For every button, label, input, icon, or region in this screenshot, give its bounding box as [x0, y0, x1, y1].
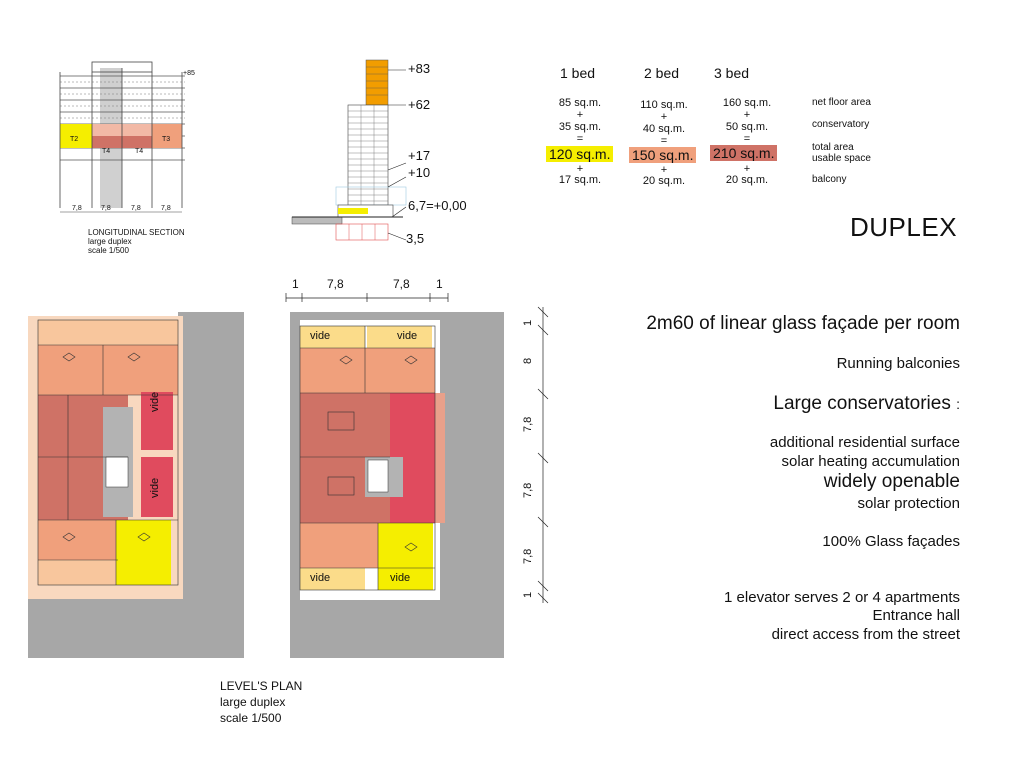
feature-widely-openable: widely openable [823, 471, 960, 492]
row-label-conservatory: conservatory [812, 119, 870, 130]
op-equals: = [576, 133, 584, 145]
net-area-2bed: 110 sq.m. [640, 99, 688, 111]
row-label-total-line: usable space [812, 153, 871, 164]
section-bay-dim: 7,8 [72, 205, 82, 212]
plan-side-dim: 1 [522, 591, 534, 598]
feature-running-balconies: Running balconies [836, 355, 960, 372]
plan-top-dim: 1 [436, 277, 443, 291]
balcony-3bed: 20 sq.m. [725, 174, 769, 186]
section-caption-line: large duplex [88, 237, 132, 246]
vide-label: vide [149, 391, 161, 412]
table-header-3bed: 3 bed [714, 65, 750, 81]
plan-side-dim: 7,8 [522, 416, 534, 432]
feature-glass-facade: 2m60 of linear glass façade per room [646, 313, 960, 334]
vide-label: vide [310, 572, 331, 584]
level-marker: +62 [408, 97, 431, 112]
feature-colon: : [956, 396, 960, 412]
vide-label: vide [390, 572, 411, 584]
section-bay-dim: 7,8 [131, 205, 141, 212]
row-label-balcony: balcony [812, 174, 847, 185]
level-marker: +17 [408, 148, 431, 163]
row-label-net: net floor area [812, 97, 871, 108]
feature-solar-protection: solar protection [857, 495, 960, 512]
longitudinal-section-drawing [40, 58, 200, 218]
level-plan-right [290, 312, 504, 658]
vide-label: vide [397, 330, 418, 342]
page-title: DUPLEX [850, 212, 958, 242]
unit-label-t4b: T4 [135, 148, 144, 155]
op-plus: + [743, 109, 751, 121]
vide-label: vide [149, 477, 161, 498]
op-plus: + [576, 109, 584, 121]
op-plus: + [743, 163, 751, 175]
total-area-1bed: 120 sq.m. [546, 146, 613, 162]
op-plus: + [660, 111, 668, 123]
plan-caption-line: large duplex [220, 695, 286, 709]
table-header-2bed: 2 bed [644, 65, 680, 81]
plan-caption [220, 678, 302, 726]
section-top-level: +85 [183, 70, 195, 77]
level-marker: +10 [408, 165, 431, 180]
plan-side-dimension-line [536, 305, 550, 605]
feature-glass-facades: 100% Glass façades [822, 533, 960, 550]
balcony-1bed: 17 sq.m. [558, 174, 602, 186]
plan-caption-line: scale 1/500 [220, 711, 282, 725]
op-plus: + [660, 164, 668, 176]
balcony-2bed: 20 sq.m. [642, 175, 686, 187]
feature-elevator: 1 elevator serves 2 or 4 apartments [724, 589, 960, 606]
feature-residential-surface: additional residential surface [769, 434, 960, 451]
level-marker: 6,7=+0,00 [408, 198, 467, 213]
row-label-total-line: total area [812, 142, 854, 153]
unit-label-t3: T3 [162, 136, 171, 143]
level-plan-left [28, 312, 244, 658]
level-marker: +83 [408, 61, 431, 76]
tower-elevation-drawing [288, 55, 408, 250]
net-area-1bed: 85 sq.m. [558, 97, 602, 109]
unit-label-t2: T2 [70, 136, 79, 143]
plan-side-dim: 1 [522, 319, 534, 326]
section-caption-line: scale 1/500 [88, 246, 129, 255]
plan-side-dim: 7,8 [522, 482, 534, 498]
plan-caption-line: LEVEL'S PLAN [220, 679, 303, 693]
section-caption-line: LONGITUDINAL SECTION [88, 228, 185, 237]
total-area-3bed: 210 sq.m. [710, 145, 777, 161]
plan-side-dim: 8 [522, 357, 534, 364]
plan-top-dim: 7,8 [327, 277, 344, 291]
feature-solar-heating: solar heating accumulation [781, 453, 960, 470]
section-bay-dim: 7,8 [101, 205, 111, 212]
feature-street-access: direct access from the street [771, 626, 960, 643]
feature-entrance-hall: Entrance hall [872, 607, 960, 624]
conservatory-3bed: 50 sq.m. [725, 121, 769, 133]
plan-side-dim: 7,8 [522, 548, 534, 564]
vide-label: vide [310, 330, 331, 342]
op-equals: = [743, 133, 751, 145]
plan-top-dimension-line [282, 290, 452, 302]
feature-large-conservatories [773, 393, 960, 415]
feature-large-conservatories-text: Large conservatories [773, 393, 951, 414]
conservatory-2bed: 40 sq.m. [642, 123, 686, 135]
section-caption [88, 228, 185, 255]
conservatory-1bed: 35 sq.m. [558, 121, 602, 133]
section-bay-dim: 7,8 [161, 205, 171, 212]
op-equals: = [660, 135, 668, 147]
net-area-3bed: 160 sq.m. [722, 97, 772, 109]
total-area-2bed: 150 sq.m. [629, 147, 696, 163]
plan-top-dim: 1 [292, 277, 299, 291]
row-label-total [812, 142, 871, 164]
plan-top-dim: 7,8 [393, 277, 410, 291]
op-plus: + [576, 163, 584, 175]
unit-label-t4a: T4 [102, 148, 111, 155]
table-header-1bed: 1 bed [560, 65, 596, 81]
level-marker: 3,5 [406, 231, 425, 246]
